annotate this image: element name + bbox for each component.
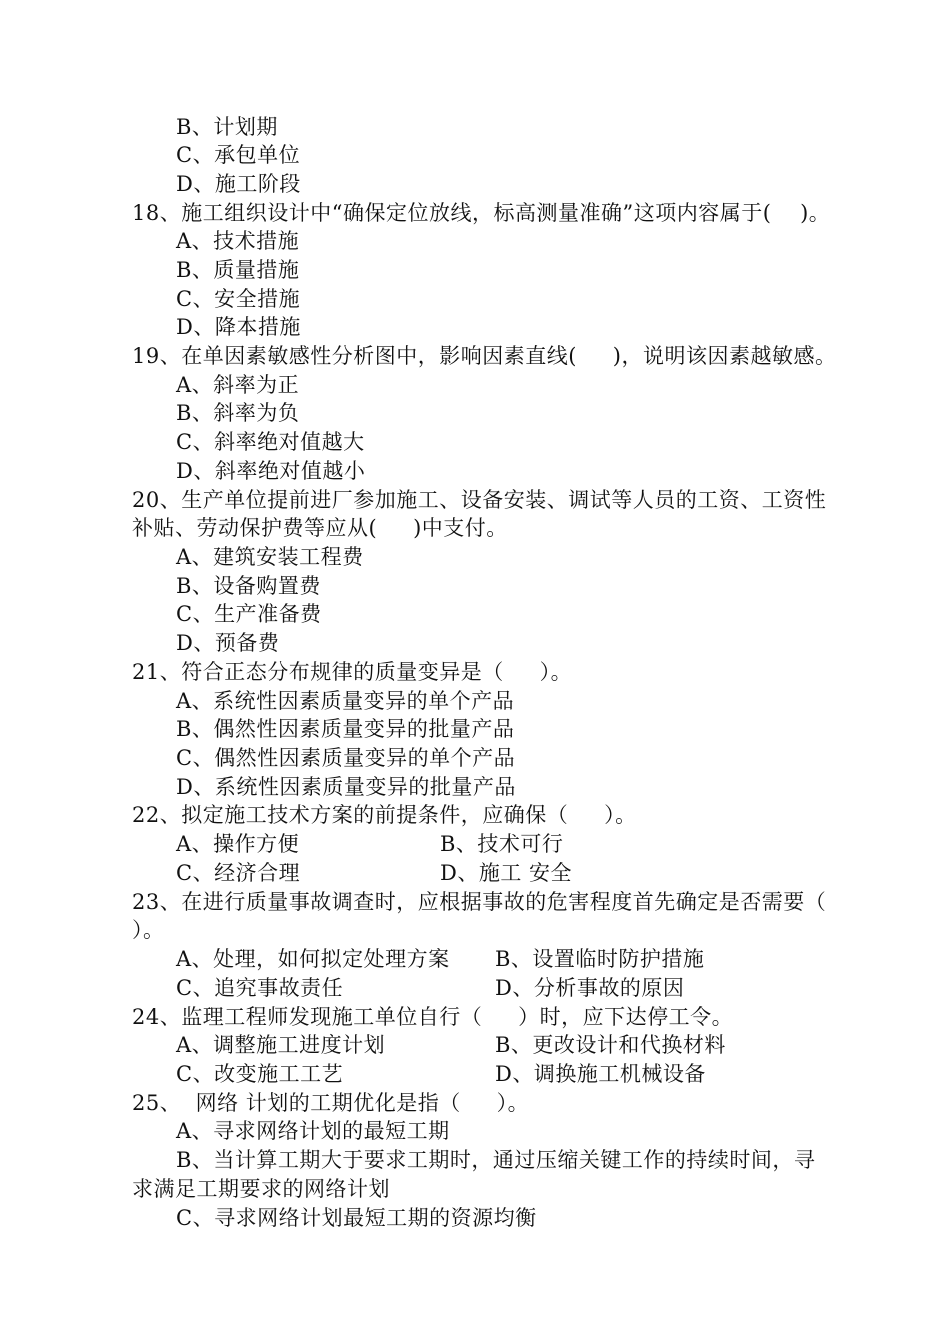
option-20-b: B、设备购置费: [176, 574, 321, 598]
question-20-cont: 补贴、劳动保护费等应从( )中支付。: [132, 516, 508, 540]
option-21-a: A、系统性因素质量变异的单个产品: [176, 689, 515, 713]
question-18: 18、施工组织设计中“确保定位放线，标高测量准确”这项内容属于( )。: [132, 201, 831, 225]
option-25-b-cont: 求满足工期要求的网络计划: [132, 1177, 390, 1201]
option-23-a: A、处理，如何拟定处理方案: [176, 947, 450, 971]
option-17-c: C、承包单位: [176, 143, 301, 167]
option-24-b: B、更改设计和代换材料: [495, 1033, 726, 1057]
option-19-a: A、斜率为正: [176, 373, 300, 397]
option-22-a: A、操作方便: [176, 832, 300, 856]
option-25-c: C、寻求网络计划最短工期的资源均衡: [176, 1206, 537, 1230]
option-22-d: D、施工 安全: [440, 861, 573, 885]
option-24-c: C、改变施工工艺: [176, 1062, 344, 1086]
question-21: 21、符合正态分布规律的质量变异是（ ）。: [132, 660, 573, 684]
option-18-c: C、安全措施: [176, 287, 301, 311]
question-22: 22、拟定施工技术方案的前提条件，应确保（ ）。: [132, 803, 637, 827]
option-20-c: C、生产准备费: [176, 602, 322, 626]
option-22-b: B、技术可行: [440, 832, 564, 856]
option-21-b: B、偶然性因素质量变异的批量产品: [176, 717, 515, 741]
option-23-b: B、设置临时防护措施: [495, 947, 705, 971]
option-20-a: A、建筑安装工程费: [176, 545, 364, 569]
option-19-d: D、斜率绝对值越小: [176, 459, 366, 483]
option-24-d: D、调换施工机械设备: [495, 1062, 706, 1086]
question-24: 24、监理工程师发现施工单位自行（ ）时，应下达停工令。: [132, 1005, 734, 1029]
option-21-c: C、偶然性因素质量变异的单个产品: [176, 746, 516, 770]
question-23-cont: ）。: [132, 918, 165, 942]
option-19-b: B、斜率为负: [176, 401, 300, 425]
option-23-c: C、追究事故责任: [176, 976, 344, 1000]
question-23: 23、在进行质量事故调查时，应根据事故的危害程度首先确定是否需要（: [132, 890, 827, 914]
option-17-d: D、施工阶段: [176, 172, 301, 196]
option-25-b: B、当计算工期大于要求工期时，通过压缩关键工作的持续时间，寻: [176, 1148, 816, 1172]
option-19-c: C、斜率绝对值越大: [176, 430, 365, 454]
option-22-c: C、经济合理: [176, 861, 301, 885]
question-25: 25、 网络 计划的工期优化是指（ ）。: [132, 1091, 530, 1115]
option-18-a: A、技术措施: [176, 229, 300, 253]
option-18-b: B、质量措施: [176, 258, 300, 282]
option-21-d: D、系统性因素质量变异的批量产品: [176, 775, 516, 799]
option-25-a: A、寻求网络计划的最短工期: [176, 1119, 450, 1143]
question-20: 20、生产单位提前进厂参加施工、设备安装、调试等人员的工资、工资性: [132, 488, 827, 512]
option-24-a: A、调整施工进度计划: [176, 1033, 386, 1057]
question-19: 19、在单因素敏感性分析图中，影响因素直线( )，说明该因素越敏感。: [132, 344, 837, 368]
option-23-d: D、分析事故的原因: [495, 976, 685, 1000]
option-18-d: D、降本措施: [176, 315, 301, 339]
option-17-b: B、计划期: [176, 115, 278, 139]
option-20-d: D、预备费: [176, 631, 280, 655]
